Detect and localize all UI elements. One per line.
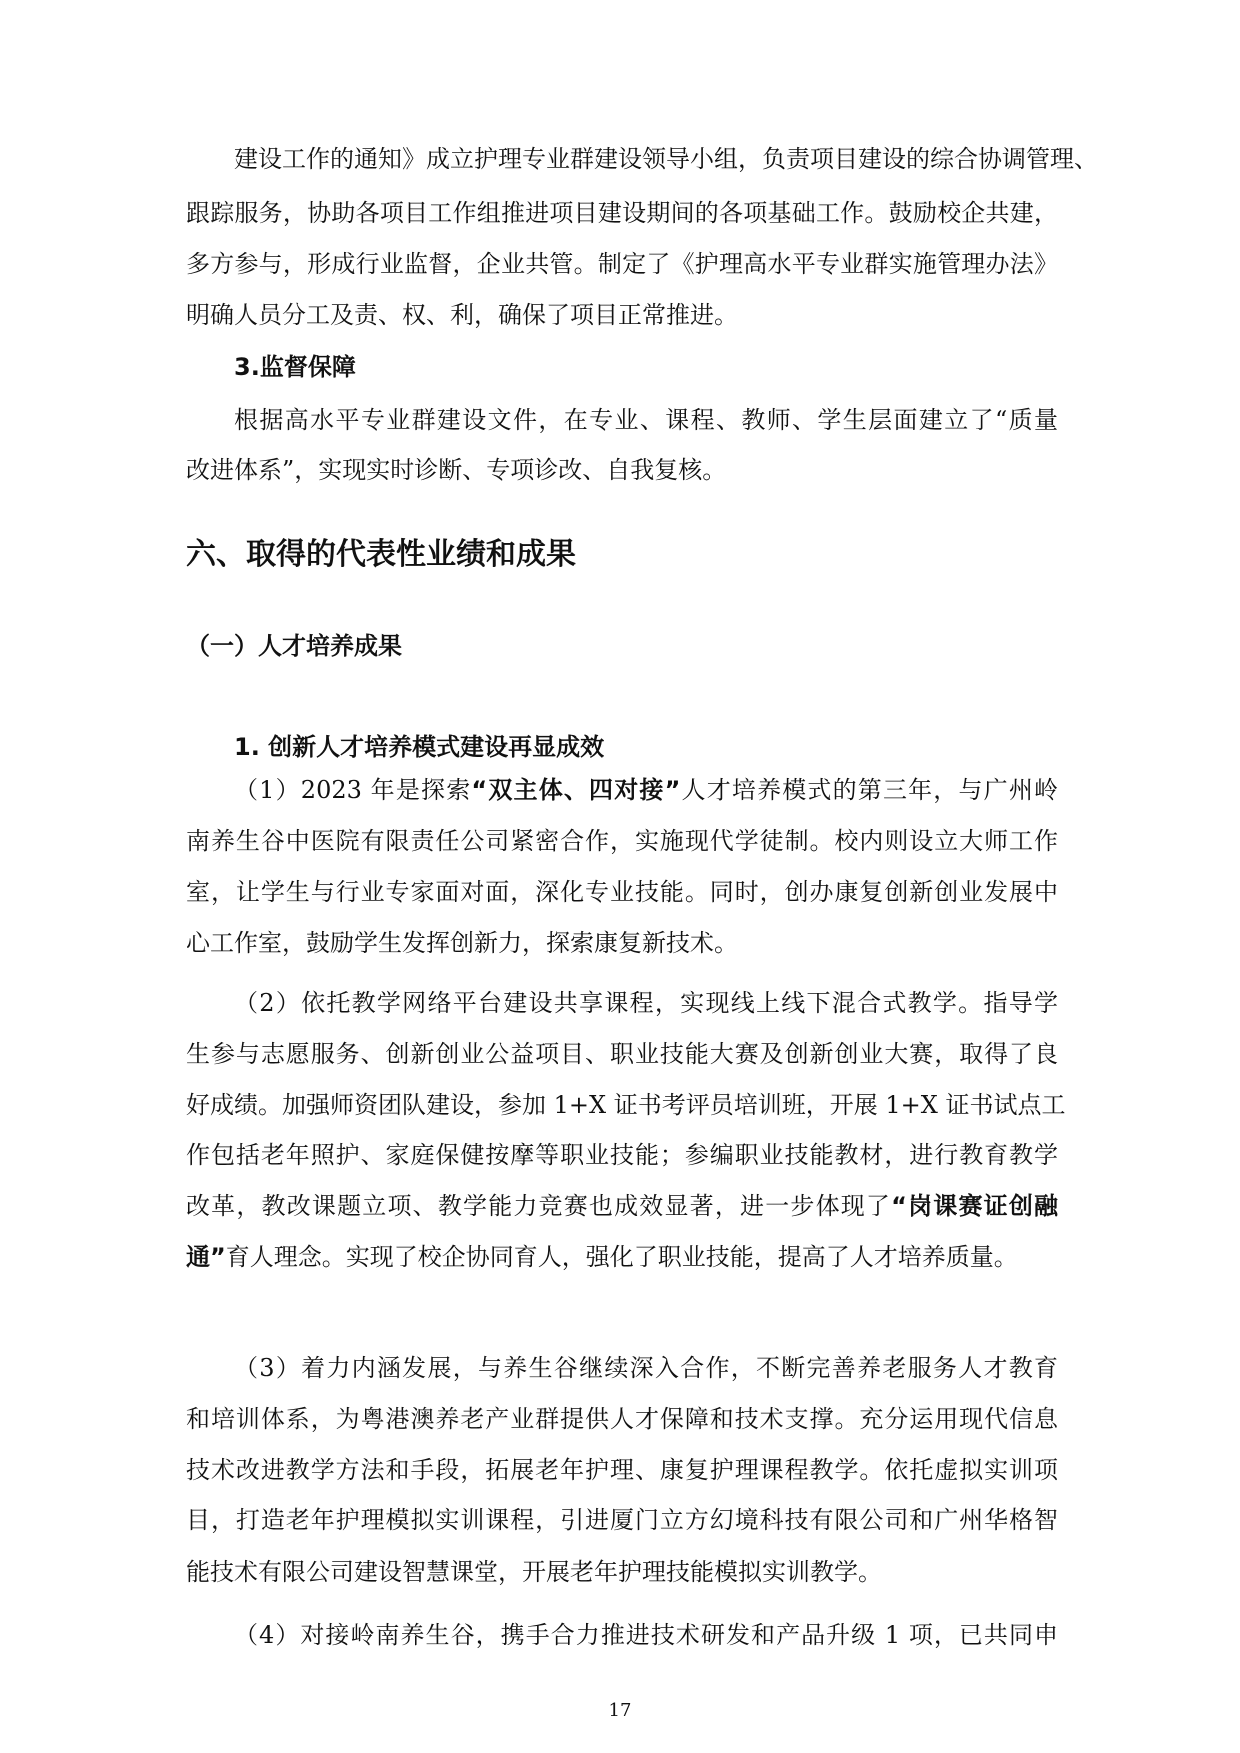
text: 改革，教改课题立项、教学能力竞赛也成效显著，进一步体现了 <box>186 1192 892 1220</box>
paragraph-line <box>186 1039 1058 1069</box>
text: 建设工作的通知》成立护理专业群建设领导小组，负责项目建设的综合协调管理、 <box>234 145 1098 173</box>
text: 能技术有限公司建设智慧课堂，开展老年护理技能模拟实训教学。 <box>186 1558 882 1586</box>
text: 心工作室，鼓励学生发挥创新力，探索康复新技术。 <box>186 929 738 957</box>
text: 作包括老年照护、家庭保健按摩等职业技能；参编职业技能教材，进行教育教学 <box>186 1141 1058 1169</box>
item-heading: 1. 创新人才培养模式建设再显成效 <box>234 733 605 761</box>
paragraph-line <box>186 1455 1058 1485</box>
page-number: 17 <box>608 1700 632 1721</box>
bold-text: 通” <box>186 1243 226 1271</box>
item-heading: 3.监督保障 <box>234 353 356 381</box>
text: 南养生谷中医院有限责任公司紧密合作，实施现代学徒制。校内则设立大师工作 <box>186 827 1058 855</box>
paragraph-line <box>234 1353 1058 1383</box>
paragraph-line <box>186 877 1058 907</box>
paragraph-line <box>186 1191 1058 1221</box>
paragraph-line <box>186 249 1058 279</box>
paragraph-line <box>186 1557 1058 1587</box>
text: 跟踪服务，协助各项目工作组推进项目建设期间的各项基础工作。鼓励校企共建， <box>186 199 1058 227</box>
text: 改进体系”，实现实时诊断、专项诊改、自我复核。 <box>186 456 727 484</box>
paragraph-line <box>186 1505 1058 1535</box>
text: 生参与志愿服务、创新创业公益项目、职业技能大赛及创新创业大赛，取得了良 <box>186 1040 1058 1068</box>
text: （4）对接岭南养生谷，携手合力推进技术研发和产品升级 1 项，已共同申 <box>234 1621 1058 1649</box>
bold-text: “岗课赛证创融 <box>891 1192 1058 1220</box>
subsection-heading: （一）人才培养成果 <box>186 632 402 660</box>
paragraph-line <box>234 1620 1058 1650</box>
text: （2）依托教学网络平台建设共享课程，实现线上线下混合式教学。指导学 <box>234 989 1058 1017</box>
paragraph-line <box>234 775 1058 805</box>
text: 多方参与，形成行业监督，企业共管。制定了《护理高水平专业群实施管理办法》 <box>186 250 1058 278</box>
paragraph-line <box>234 144 1098 174</box>
text: 明确人员分工及责、权、利，确保了项目正常推进。 <box>186 301 738 329</box>
paragraph-line <box>186 1090 1066 1120</box>
text: （1）2023 年是探索 <box>234 776 472 804</box>
paragraph-line <box>186 1242 1058 1272</box>
paragraph-line <box>186 928 1058 958</box>
paragraph-line <box>186 1140 1058 1170</box>
text: （3）着力内涵发展，与养生谷继续深入合作，不断完善养老服务人才教育 <box>234 1354 1058 1382</box>
text: 技术改进教学方法和手段，拓展老年护理、康复护理课程教学。依托虚拟实训项 <box>186 1456 1058 1484</box>
paragraph-line <box>234 988 1058 1018</box>
paragraph-line <box>234 405 1058 435</box>
text: 和培训体系，为粤港澳养老产业群提供人才保障和技术支撑。充分运用现代信息 <box>186 1405 1058 1433</box>
section-heading: 六、取得的代表性业绩和成果 <box>186 537 576 572</box>
text: 室，让学生与行业专家面对面，深化专业技能。同时，创办康复创新创业发展中 <box>186 878 1058 906</box>
text: 人才培养模式的第三年，与广州岭 <box>680 776 1059 804</box>
paragraph-line <box>186 300 1058 330</box>
text: 育人理念。实现了校企协同育人，强化了职业技能，提高了人才培养质量。 <box>225 1243 1018 1271</box>
bold-text: “双主体、四对接” <box>471 776 681 804</box>
paragraph-line <box>186 198 1058 228</box>
text: 根据高水平专业群建设文件，在专业、课程、教师、学生层面建立了“质量 <box>234 406 1058 434</box>
paragraph-line <box>186 826 1058 856</box>
text: 目，打造老年护理模拟实训课程，引进厦门立方幻境科技有限公司和广州华格智 <box>186 1506 1058 1534</box>
paragraph-line <box>186 455 1058 485</box>
text: 好成绩。加强师资团队建设，参加 1+X 证书考评员培训班，开展 1+X 证书试点工 <box>186 1091 1066 1119</box>
paragraph-line <box>186 1404 1058 1434</box>
